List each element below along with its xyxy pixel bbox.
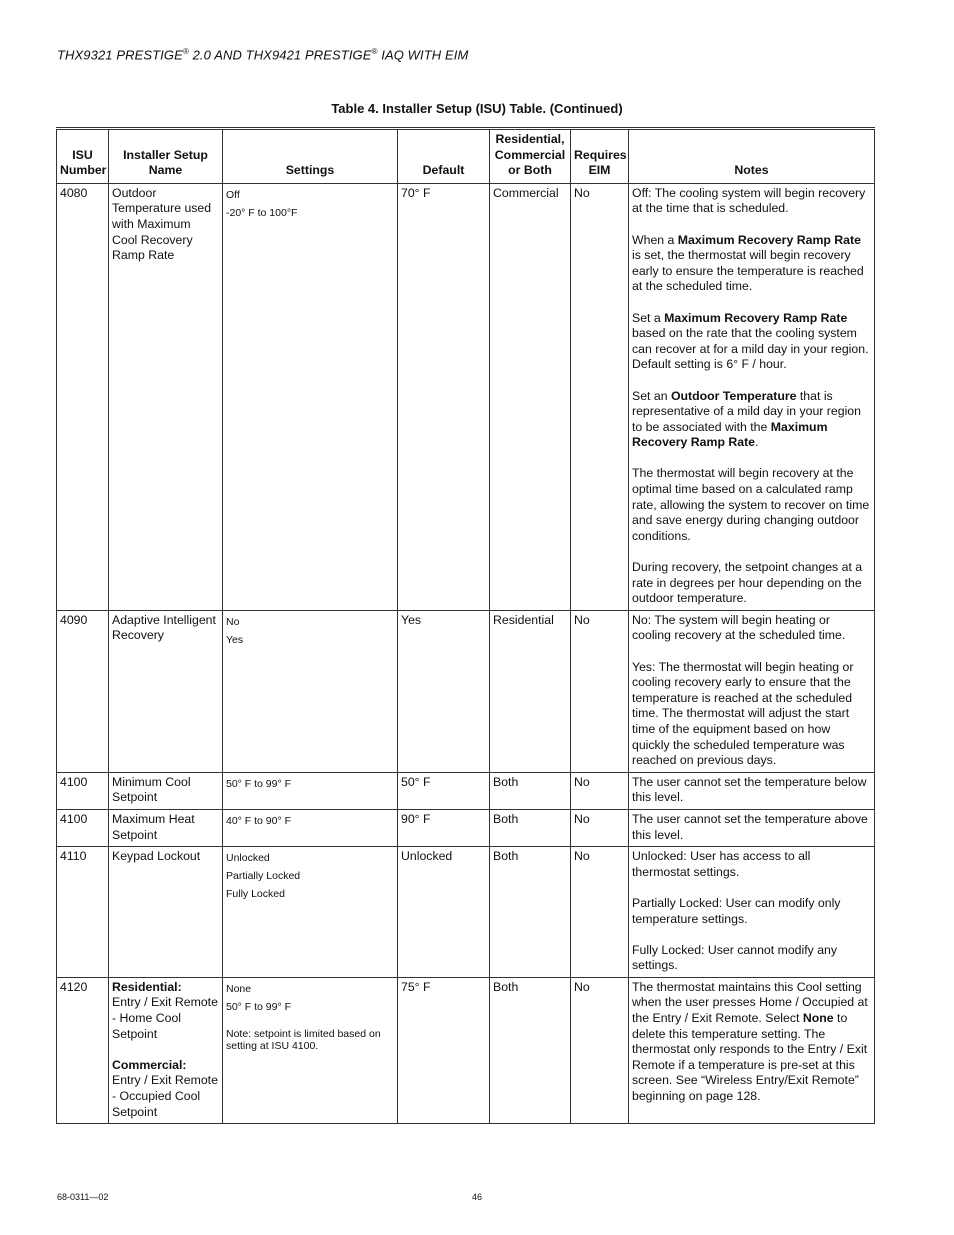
settings-note: Note: setpoint is limited based on setting at ISU 4100. [226, 1027, 381, 1052]
cell-isu: 4120 [57, 977, 109, 1123]
col-header-isu: ISU Number [57, 129, 109, 184]
cell-default: 90° F [398, 809, 490, 846]
cell-settings: No Yes [223, 610, 398, 772]
cell-notes: Unlocked: User has access to all thermostat settings. Partially Locked: User can modify only temperature settings. Fully Locked: User cannot modify any settings. [629, 847, 875, 978]
cell-settings: 50° F to 99° F [223, 772, 398, 809]
cell-res: Both [490, 809, 571, 846]
page-number: 46 [471, 1192, 482, 1202]
cell-default: 75° F [398, 977, 490, 1123]
cell-isu: 4100 [57, 772, 109, 809]
table-row [57, 977, 875, 1123]
col-header-res: Residential, Commercial or Both [490, 129, 571, 184]
cell-notes: The user cannot set the temperature below this level. [629, 772, 875, 809]
cell-isu: 4100 [57, 809, 109, 846]
doc-number: 68-0311—02 [57, 1192, 109, 1202]
col-header-default: Default [398, 129, 490, 184]
cell-name: Outdoor Temperature used with Maximum Cool Recovery Ramp Rate [109, 183, 223, 610]
document-header [57, 47, 468, 62]
cell-settings: None 50° F to 99° F Note: setpoint is limited based on setting at ISU 4100. [223, 977, 398, 1123]
header-text: IAQ WITH EIM [377, 47, 469, 63]
table-row [57, 847, 875, 978]
header-text: 2.0 AND THX9421 PRESTIGE [188, 47, 372, 63]
isu-table [56, 127, 875, 1124]
cell-eim: No [571, 183, 629, 610]
cell-res: Commercial [490, 183, 571, 610]
cell-isu: 4090 [57, 610, 109, 772]
cell-eim: No [571, 772, 629, 809]
cell-notes: The user cannot set the temperature above this level. [629, 809, 875, 846]
registered-mark: ® [371, 47, 378, 56]
cell-settings: 40° F to 90° F [223, 809, 398, 846]
cell-settings: Unlocked Partially Locked Fully Locked [223, 847, 398, 978]
cell-isu: 4110 [57, 847, 109, 978]
table-caption: Table 4. Installer Setup (ISU) Table. (Continued) [331, 101, 623, 116]
table-row [57, 183, 875, 610]
cell-res: Both [490, 977, 571, 1123]
registered-mark: ® [182, 47, 189, 56]
cell-name: Residential: Entry / Exit Remote - Home Cool Setpoint Commercial: Entry / Exit Remote - Occupied Cool Setpoint [109, 977, 223, 1123]
cell-default: 70° F [398, 183, 490, 610]
cell-default: Unlocked [398, 847, 490, 978]
table-row [57, 610, 875, 772]
col-header-name: Installer Setup Name [109, 129, 223, 184]
cell-default: 50° F [398, 772, 490, 809]
header-text: THX9321 PRESTIGE [57, 47, 183, 63]
cell-res: Both [490, 847, 571, 978]
cell-res: Both [490, 772, 571, 809]
cell-notes: No: The system will begin heating or cooling recovery at the scheduled time. Yes: The thermostat will begin heating or cooling recovery early to ensure that the temperature is reached at the scheduled time. The thermostat will adjust the start time of the equipment based on how quickly the scheduled temperature was reached on previous days. [629, 610, 875, 772]
cell-settings: Off -20° F to 100°F [223, 183, 398, 610]
cell-name: Keypad Lockout [109, 847, 223, 978]
cell-name: Maximum Heat Setpoint [109, 809, 223, 846]
cell-notes: Off: The cooling system will begin recovery at the time that is scheduled. When a Maximum Recovery Ramp Rate is set, the thermostat will begin recovery early to ensure the temperature is reached at the scheduled time. Set a Maximum Recovery Ramp Rate based on the rate that the cooling system can recover at for a mild day in your region. Default setting is 6° F / hour. Set an Outdoor Temperature that is representative of a mild day in your region to be associated with the Maximum Recovery Ramp Rate. The thermostat will begin recovery at the optimal time based on a calculated ramp rate, allowing the system to recover on time and save energy during changing outdoor conditions. During recovery, the setpoint changes at a rate in degrees per hour depending on the outdoor temperature. [629, 183, 875, 610]
col-header-eim: Requires EIM [571, 129, 629, 184]
table-header-row [57, 129, 875, 184]
col-header-notes: Notes [629, 129, 875, 184]
cell-res: Residential [490, 610, 571, 772]
cell-eim: No [571, 610, 629, 772]
cell-eim: No [571, 809, 629, 846]
cell-name: Adaptive Intelligent Recovery [109, 610, 223, 772]
cell-isu: 4080 [57, 183, 109, 610]
cell-eim: No [571, 977, 629, 1123]
cell-eim: No [571, 847, 629, 978]
table-row [57, 809, 875, 846]
cell-name: Minimum Cool Setpoint [109, 772, 223, 809]
cell-notes: The thermostat maintains this Cool setting when the user presses Home / Occupied at the Entry / Exit Remote. Select None to delete this temperature setting. The thermostat only responds to the Entry / Exit Remote if a temperature is pre-set at this screen. See “Wireless Entry/Exit Remote” beginning on page 128. [629, 977, 875, 1123]
table-row [57, 772, 875, 809]
cell-default: Yes [398, 610, 490, 772]
col-header-settings: Settings [223, 129, 398, 184]
